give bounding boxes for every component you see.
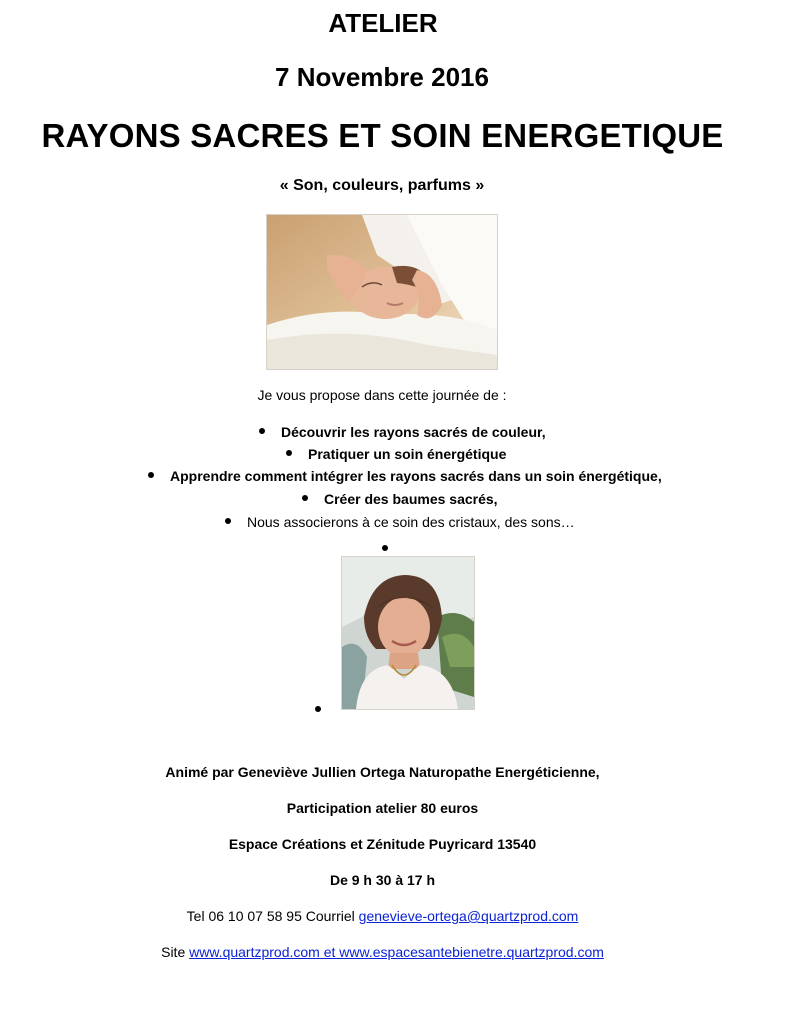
bullet-icon	[225, 518, 231, 524]
bullet-icon	[286, 450, 292, 456]
site-line	[0, 944, 765, 960]
list-item: Pratiquer un soin énergétique	[286, 446, 506, 462]
header-atelier: ATELIER	[328, 8, 438, 38]
place-line: Espace Créations et Zénitude Puyricard 13540	[228, 836, 537, 852]
contact-line	[0, 908, 765, 924]
site-link[interactable]: www.quartzprod.com et www.espacesantebienetre.quartzprod.com	[189, 944, 604, 960]
animator-line: Animé par Geneviève Jullien Ortega Naturopathe Energéticienne,	[165, 764, 600, 780]
price-line: Participation atelier 80 euros	[286, 800, 479, 816]
list-item: Découvrir les rayons sacrés de couleur,	[259, 424, 546, 440]
tel-text: Tel 06 10 07 58 95 Courriel	[186, 908, 359, 924]
massage-photo	[266, 214, 498, 370]
page-subtitle: « Son, couleurs, parfums »	[279, 177, 485, 194]
email-link[interactable]: genevieve-ortega@quartzprod.com	[358, 908, 579, 924]
empty-bullet-icon	[315, 702, 321, 720]
list-item: Créer des baumes sacrés,	[302, 491, 498, 507]
intro-text: Je vous propose dans cette journée de :	[257, 387, 507, 403]
list-item: Nous associerons à ce soin des cristaux, des sons…	[225, 514, 575, 530]
page-title: RAYONS SACRES ET SOIN ENERGETIQUE	[41, 117, 724, 154]
bullet-icon	[148, 472, 154, 478]
hours-line: De 9 h 30 à 17 h	[329, 872, 436, 888]
header-date: 7 Novembre 2016	[275, 62, 489, 92]
portrait-photo	[341, 556, 475, 710]
list-item: Apprendre comment intégrer les rayons sacrés dans un soin énergétique,	[148, 468, 662, 484]
bullet-icon	[259, 428, 265, 434]
site-prefix: Site	[161, 944, 190, 960]
bullet-icon	[302, 495, 308, 501]
